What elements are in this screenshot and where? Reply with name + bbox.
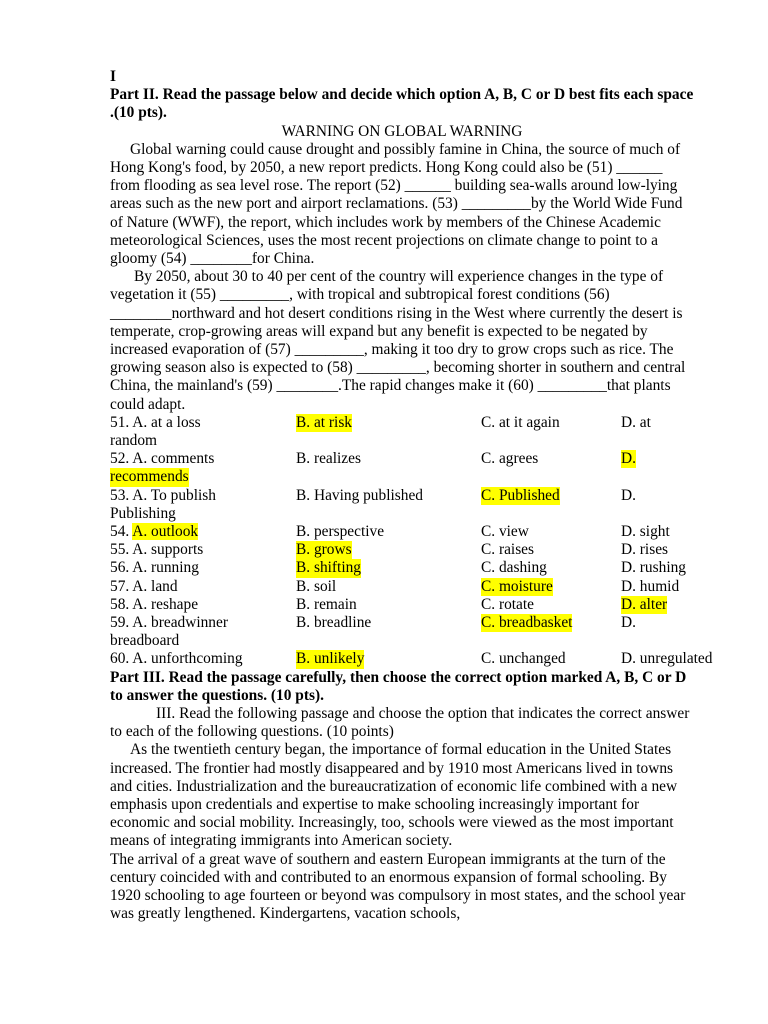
option-b: B. grows: [296, 541, 352, 559]
option-a: 59. A. breadwinner: [110, 613, 228, 631]
option-b: B. shifting: [296, 559, 361, 577]
option-a: 55. A. supports: [110, 541, 204, 559]
option-d: D.: [621, 486, 636, 504]
option-c: C. view: [481, 523, 529, 541]
option-d-continued: random: [110, 432, 158, 450]
option-row: [110, 414, 694, 450]
option-c: C. at it again: [481, 413, 560, 431]
option-b: B. realizes: [296, 450, 361, 468]
option-b: B. perspective: [296, 523, 385, 541]
option-row: [110, 450, 694, 486]
option-d: D. sight: [621, 523, 670, 541]
option-a: 56. A. running: [110, 559, 199, 577]
option-row: [110, 523, 694, 541]
option-d: D. humid: [621, 577, 680, 595]
option-d: D.: [621, 613, 636, 631]
option-a: 51. A. at a loss: [110, 413, 201, 431]
passage-paragraph-2: By 2050, about 30 to 40 per cent of the country will experience changes in the type of vegetation it (55) _________, with tropical and subtropical forest conditions (56) ________northward and hot desert conditions rising in the West where currently the desert is temperate, crop-growing areas will expand but any benefit is expected to be negated by increased evaporation of (57) _________, making it too dry to grow crops such as rice. The growing season also is expected to (58) _________, becoming shorter in southern and central China, the mainland's (59) ________.The rapid changes make it (60) _________that plants could adapt.: [110, 268, 686, 413]
option-b: B. breadline: [296, 613, 372, 631]
option-c: C. breadbasket: [481, 613, 573, 631]
option-b: B. remain: [296, 595, 357, 613]
option-d: D. rises: [621, 541, 669, 559]
option-d-continued: breadboard: [110, 632, 180, 650]
part3-heading: Part III. Read the passage carefully, then choose the correct option marked A, B, C or D to answer the questions. (10 pts).: [110, 668, 687, 704]
option-d-continued: Publishing: [110, 504, 176, 522]
option-b: B. Having published: [296, 486, 423, 504]
option-d: D. at: [621, 413, 651, 431]
option-row: [110, 614, 694, 650]
option-c: C. Published: [481, 486, 560, 504]
option-d-continued: recommends: [110, 468, 189, 486]
option-a: 53. A. To publish: [110, 486, 216, 504]
option-c: C. unchanged: [481, 650, 566, 668]
option-c: C. moisture: [481, 577, 553, 595]
document-page: [110, 68, 713, 923]
option-d: D.: [621, 450, 636, 468]
option-c: C. dashing: [481, 559, 547, 577]
option-row: [110, 650, 713, 668]
part3-instruction: III. Read the following passage and choose the option that indicates the correct answer to each of the following questions. (10 points): [110, 704, 690, 741]
option-d: D. alter: [621, 595, 668, 613]
option-a: 52. A. comments: [110, 450, 215, 468]
option-row: [110, 559, 694, 577]
section-marker: I: [110, 68, 116, 85]
option-d: D. unregulated: [621, 650, 713, 668]
option-a: 57. A. land: [110, 577, 178, 595]
passage-title: WARNING ON GLOBAL WARNING: [281, 122, 523, 140]
option-c: C. raises: [481, 541, 535, 559]
part3-paragraph-2: The arrival of a great wave of southern and eastern European immigrants at the turn of the century coincided with and contributed to an enormous expansion of formal schooling. By 1920 schooling to age fourteen or beyond was compulsory in most states, and the school year was greatly lengthened. Kindergartens, vacation schools,: [110, 850, 686, 923]
part2-heading: Part II. Read the passage below and decide which option A, B, C or D best fits each space .(10 pts).: [110, 86, 694, 122]
option-a: 60. A. unforthcoming: [110, 650, 243, 668]
part3-paragraph-1: As the twentieth century began, the importance of formal education in the United States increased. The frontier had mostly disappeared and by 1910 most Americans lived in towns and cities. Industrialization and the bureaucratization of economic life combined with a new emphasis upon credentials and expertise to make schooling increasingly important for economic and social mobility. Increasingly, too, schools were viewed as the most important means of integrating immigrants into American society.: [110, 741, 678, 850]
option-d: D. rushing: [621, 559, 686, 577]
option-c: C. rotate: [481, 595, 534, 613]
option-row: [110, 541, 694, 559]
passage-paragraph-1: Global warning could cause drought and possibly famine in China, the source of much of Hong Kong's food, by 2050, a new report predicts. Hong Kong could also be (51) ______ from flooding as sea level rose. The report (52) ______ building sea-walls around low-lying areas such as the new port and airport reclamations. (53) _________by the World Wide Fund of Nature (WWF), the report, which includes work by members of the Chinese Academic meteorological Sciences, uses the most recent projections on climate change to point to a gloomy (54) ________for China.: [110, 140, 683, 268]
option-b: B. soil: [296, 577, 337, 595]
option-row: [110, 596, 694, 614]
option-row: [110, 578, 694, 596]
option-b: B. unlikely: [296, 650, 365, 668]
option-a: 54. A. outlook: [110, 523, 199, 541]
option-row: [110, 487, 694, 523]
option-b: B. at risk: [296, 413, 353, 431]
option-a: 58. A. reshape: [110, 595, 199, 613]
option-c: C. agrees: [481, 450, 539, 468]
options-table: [110, 413, 713, 669]
